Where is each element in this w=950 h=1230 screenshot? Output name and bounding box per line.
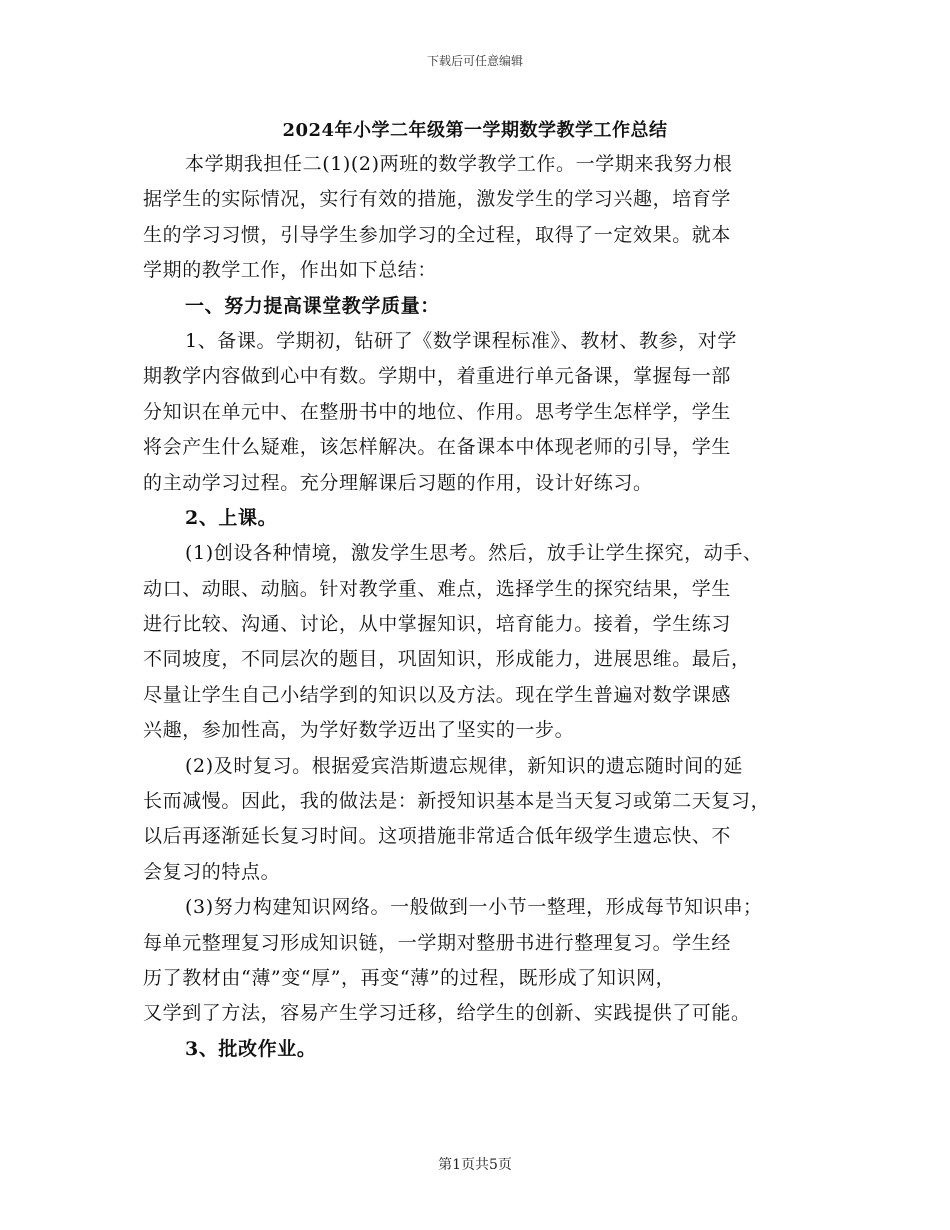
section-heading: 2、上课。 — [185, 506, 278, 529]
paragraph-line: 进行比较、沟通、讨论，从中掌握知识，培育能力。接着，学生练习 — [143, 613, 732, 636]
paragraph-line: 每单元整理复习形成知识链，一学期对整册书进行整理复习。学生经 — [143, 931, 732, 954]
paragraph-line: 本学期我担任二(1)(2)两班的数学教学工作。一学期来我努力根 — [185, 153, 733, 175]
document-title: 2024年小学二年级第一学期数学教学工作总结 — [282, 120, 668, 141]
paragraph-line: 生的学习习惯，引导学生参加学习的全过程，取得了一定效果。就本 — [143, 223, 732, 246]
paragraph-line: 不同坡度，不同层次的题目，巩固知识，形成能力，进展思维。最后， — [143, 648, 751, 671]
paragraph-line: 的主动学习过程。充分理解课后习题的作用，设计好练习。 — [143, 471, 653, 494]
paragraph-line: (2)及时复习。根据爱宾浩斯遗忘规律，新知识的遗忘随时间的延 — [185, 754, 743, 777]
paragraph-line: 期教学内容做到心中有数。学期中，着重进行单元备课，掌握每一部 — [143, 365, 732, 388]
page-footer: 第1页共5页 — [438, 1157, 512, 1173]
paragraph-line: 分知识在单元中、在整册书中的地位、作用。思考学生怎样学，学生 — [143, 400, 732, 423]
paragraph-line: 又学到了方法，容易产生学习迁移，给学生的创新、实践提供了可能。 — [143, 1002, 751, 1025]
paragraph-line: 会复习的特点。 — [143, 860, 281, 883]
paragraph-line: 尽量让学生自己小结学到的知识以及方法。现在学生普遍对数学课感 — [143, 683, 732, 706]
paragraph-line: 动口、动眼、动脑。针对教学重、难点，选择学生的探究结果，学生 — [143, 577, 732, 600]
paragraph-line: 以后再逐渐延长复习时间。这项措施非常适合低年级学生遗忘快、不 — [143, 825, 732, 848]
paragraph-line: 兴趣，参加性高，为学好数学迈出了坚实的一步。 — [143, 719, 575, 742]
paragraph-line: 将会产生什么疑难，该怎样解决。在备课本中体现老师的引导，学生 — [143, 436, 732, 459]
paragraph-line: 据学生的实际情况，实行有效的措施，激发学生的学习兴趣，培育学 — [143, 188, 732, 211]
paragraph-line: (1)创设各种情境，激发学生思考。然后，放手让学生探究，动手、 — [185, 542, 763, 565]
paragraph-line: 学期的教学工作，作出如下总结： — [143, 259, 438, 282]
paragraph-line: 长而减慢。因此，我的做法是：新授知识基本是当天复习或第二天复习， — [143, 790, 771, 813]
page-header: 下载后可任意编辑 — [426, 54, 523, 68]
document-body — [143, 147, 823, 1067]
paragraph-line: 1、备课。学期初，钻研了《数学课程标准》、教材、教参，对学 — [185, 329, 737, 352]
paragraph-line: (3)努力构建知识网络。一般做到一小节一整理，形成每节知识串； — [185, 896, 763, 919]
paragraph-line: 历了教材由“薄”变“厚”，再变“薄”的过程，既形成了知识网， — [143, 966, 676, 989]
section-heading: 3、批改作业。 — [185, 1037, 317, 1060]
section-heading: 一、努力提高课堂教学质量： — [185, 294, 440, 317]
